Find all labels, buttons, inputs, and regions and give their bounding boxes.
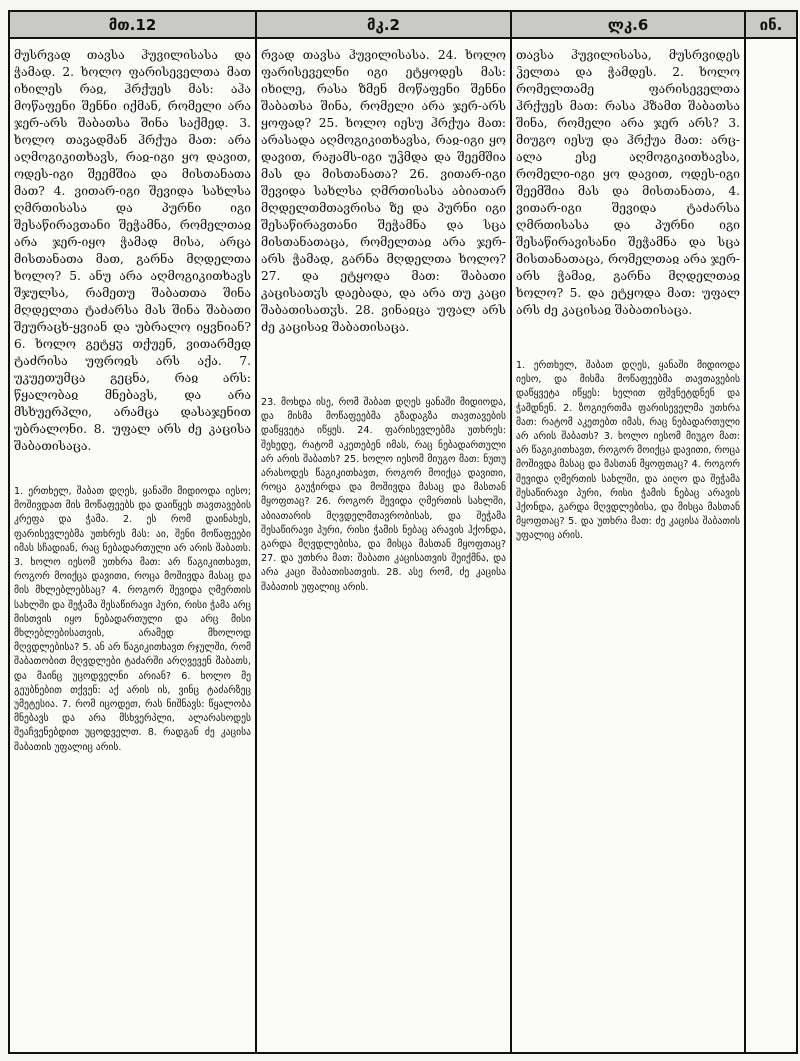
header-matthew: მთ.12	[10, 12, 255, 39]
header-john: ინ.	[746, 12, 796, 39]
column-matthew	[10, 41, 255, 1052]
old-georgian-text-mark: რვად თავსა ჰუვილისასა. 24. ხოლო ფარისეველნი იგი ეტყოდეს მას: იხილე, რასა ზმენ მოწაფენი შენნი შაბათსა შინა, რომელი არა ჯერ-არს ყოფად? 25. ხოლო იესუ ჰრქუა მათ: არასადა აღმოგიკითხავსა, რაჲ-იგი ყო დავით, რაჟამს-იგი უჴმდა და შეემშია მას და მისთანათა? 26. ვითარ-იგი შევიდა სახლსა ღმრთისასა აბიათარ მღდელთმთავრისა ზე და პურნი იგი შესაწირავთანი შეჭამნა და სცა მისთანათაცა, რომელთაჲ არა ჯერ-არს ჭამად, გარნა მღდელთა ხოლო? 27. და ეტყოდა მათ: შაბათი კაცისათჳს დაებადა, და არა თუ კაცი შაბათისათჳს. 28. ვინაჲცა უფალ არს ძე კაცისაჲ შაბათისაცა.	[261, 48, 506, 334]
parallel-gospel-table	[8, 10, 798, 1054]
column-john	[746, 41, 796, 1052]
old-georgian-text-matthew: მუსრვად თავსა ჰუვილისასა და ჭამად. 2. ხოლო ფარისეველთა მათ იხილეს რაჲ, ჰრქუეს მას: აჰა მოწაფენი შენნი იქმან, რომელი არა ჯერ-არს შაბათსა შინა საქმედ. 3. ხოლო თავადმან ჰრქუა მათ: არა აღმოგიკითხავს, რაჲ-იგი ყო დავით, ოდეს-იგი შეემშია და მისთანათა მათ? 4. ვითარ-იგი შევიდა სახლსა ღმრთისასა და პურნი იგი შესაწირავთანი შეჭამნა, რომელთაჲ არა ჯერ-იყო ჭამად მისა, არცა მისთანათა მათ, გარნა მღდელთა ხოლო? 5. ანუ არა აღმოგიკითხავს შჯულსა, რამეთუ შაბათთა შინა მღდელთა ტაძარსა მას შინა შაბათი შეურაცხ-ყვიან და უბრალო იყვნიან? 6. ხოლო გეტყჳ თქუენ, ვითარმედ ტაძრისა უფროჲს არს აქა. 7. უკუეთუმცა გეცნა, რაჲ არს: წყალობაჲ მნებავს, და არა მსხუერპლი, არამცა დასაჯენით უბრალონი. 8. უფალ არს ძე კაცისა შაბათისაცა.	[14, 48, 251, 453]
header-luke: ლკ.6	[512, 12, 744, 39]
column-luke	[512, 41, 744, 1052]
old-georgian-text-luke: თავსა ჰუვილისასა, მუსრვიდეს ჴელთა და ჭამდეს. 2. ხოლო რომელთამე ფარისეველთა ჰრქუეს მათ: რასა ჰზამთ შაბათსა შინა, რომელი არა ჯერ არს? 3. მიუგო იესუ და ჰრქუა მათ: არც-ალა ესე აღმოგიკითხავსა, რომელი-იგი ყო დავით, ოდეს-იგი შეემშია მას და მისთანათა, 4. ვითარ-იგი შევიდა ტაძარსა ღმრთისასა და პურნი იგი შესაწირავისანი შეჭამნა და სცა მისთანათაცა, რომელთაჲ არა ჯერ-არს ჭამაჲ, გარნა მღდელთაჲ ხოლო? 5. და ეტყოდა მათ: უფალ არს ძე კაცისაჲ შაბათისაცა.	[516, 48, 740, 317]
modern-translation-matthew: 1. ერთხელ, შაბათ დღეს, ყანაში მიდიოდა იესო; მოშივდათ მის მოწაფეებს და დაიწყეს თავთავების კრეფა და ჭამა. 2. ეს რომ დაინახეს, ფარისევლებმა უთხრეს მას: აი, შენი მოწაფეები იმას სჩადიან, რაც ნებადართული არ არის შაბათს. 3. ხოლო იესომ უთხრა მათ: არ წაგიკითხავთ, როგორ მოიქცა დავითი, როცა მოშივდა მასაც და მის მხლებლებსაც? 4. როგორ შევიდა ღმერთის სახლში და შეჭამა შესაწირავი პური, რისი ჭამა არც მისთვის იყო ნებადართული და არც მისი მხლებლებისათვის, არამედ მხოლოდ მღვდლებისა? 5. ან არ წაგიკითხავთ რჯულში, რომ შაბათობით მღვდლები ტაძარში არღვევენ შაბათს, და მაინც უცოდველნი არიან? 6. ხოლო მე გეუბნებით თქვენ: აქ არის ის, ვინც ტაძარზეც უმეტესია. 7. რომ იცოდეთ, რას ნიშნავს: წყალობა მნებავს და არა მსხვერპლი, ალარასოდეს შეაჩვენებდით უცოდველთ. 8. რადგან ძე კაცისა შაბათის უფალიც არის.	[14, 486, 251, 753]
modern-translation-luke: 1. ერთხელ, შაბათ დღეს, ყანაში მიდიოდა იესო, და მისმა მოწაფეებმა თავთავების დაწყვეტა იწყეს: ხელით ფშვნეტდნენ და ჭამდნენ. 2. ზოგიერთმა ფარისეველმა უთხრა მათ: რატომ აკეთებთ იმას, რაც ნებადართული არ არის შაბათს? 3. ხოლო იესომ მიუგო მათ: არ წაგიკითხავთ, როგორ მოიქცა დავითი, როცა მოშივდა მასაც და მასთან მყოფთაც? 4. როგორ შევიდა ღმერთის სახლში, და აიღო და შეჭამა შესაწირავი პური, რისი ჭამის ნებაც არავის ჰქონდა, გარდა მღვდლებისა, და მისცა მასთან მყოფთაც? 5. და უთხრა მათ: ძე კაცისა შაბათის უფალიც არის.	[516, 360, 740, 542]
column-mark	[257, 41, 510, 1052]
header-mark: მკ.2	[257, 12, 510, 39]
modern-translation-mark: 23. მოხდა ისე, რომ შაბათ დღეს ყანაში მიდიოდა, და მისმა მოწაფეებმა გზადაგზა თავთავების დაწყვეტა იწყეს. 24. ფარისევლებმა უთხრეს: შეხედე, რატომ აკეთებენ იმას, რაც ნებადართული არ არის შაბათს? 25. ხოლო იესომ მიუგო მათ: ნუთუ არასოდეს წაგიკითხავთ, როგორ მოიქცა დავითი, როცა გაუჭირდა და მოშივდა მასაც და მასთან მყოფთაც? 26. როგორ შევიდა ღმერთის სახლში, აბიათარის მღვდელმთავრობისას, და შეჭამა შესაწირავი პური, რისი ჭამის ნებაც არავის ჰქონდა, გარდა მღვდლებისა, და მისცა მასთან მყოფთაც? 27. და უთხრა მათ: შაბათი კაცისათვის შეიქმნა, და არა კაცი შაბათისათვის. 28. ასე რომ, ძე კაცისა შაბათის უფალიც არის.	[261, 397, 506, 593]
